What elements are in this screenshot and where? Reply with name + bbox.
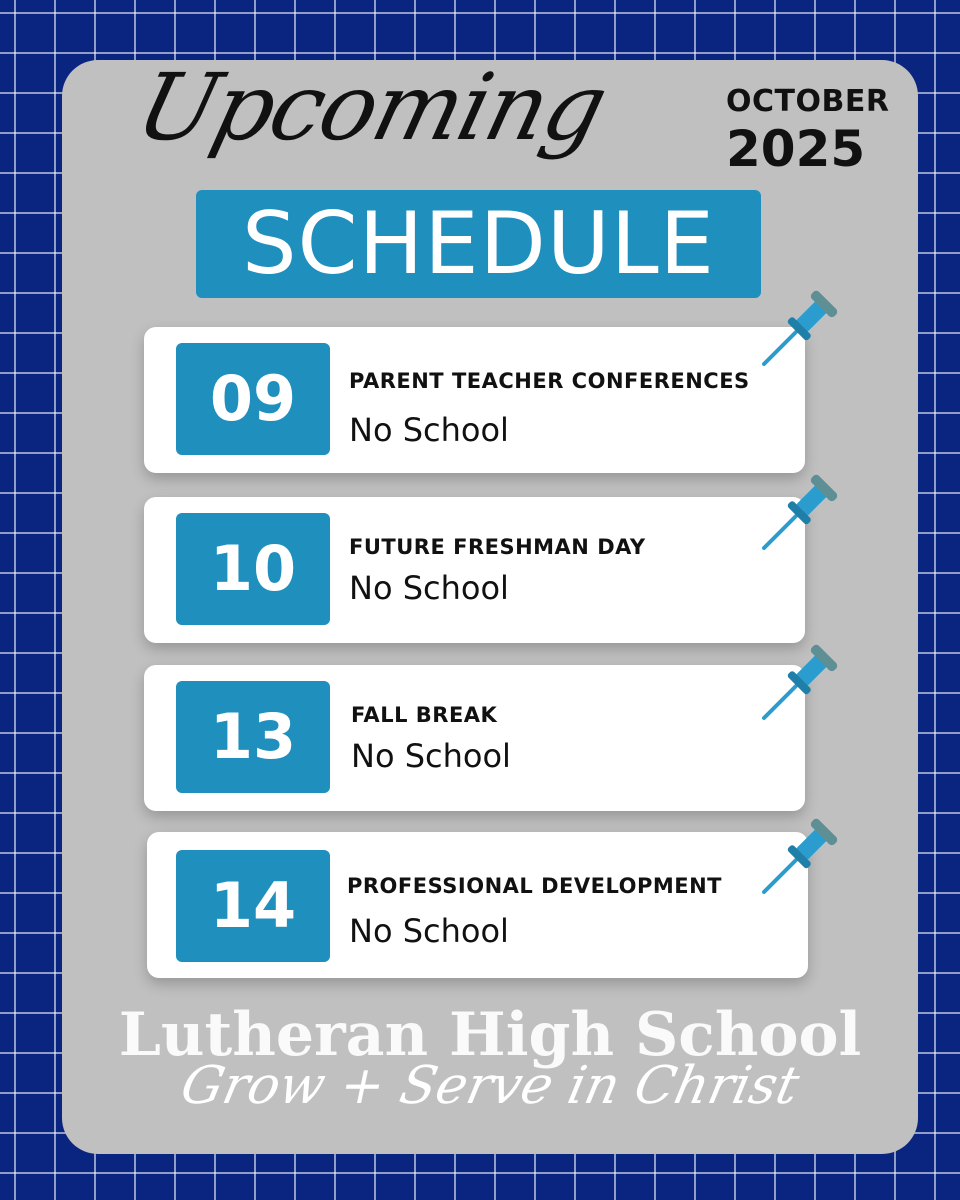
school-name: Lutheran High School <box>118 1000 862 1070</box>
event-title: PARENT TEACHER CONFERENCES <box>349 369 750 393</box>
event-title: PROFESSIONAL DEVELOPMENT <box>347 874 722 898</box>
month-label: OCTOBER <box>726 84 890 119</box>
event-date-box <box>176 681 330 793</box>
event-card <box>144 327 805 473</box>
event-title: FALL BREAK <box>351 703 498 727</box>
event-title: FUTURE FRESHMAN DAY <box>349 535 646 559</box>
push-pin-icon <box>760 816 840 896</box>
event-subtitle: No School <box>349 912 509 950</box>
event-date: 10 <box>209 532 297 605</box>
event-card <box>144 497 805 643</box>
event-date-box <box>176 343 330 455</box>
event-subtitle: No School <box>351 737 511 775</box>
school-tagline: Grow + Serve in Christ <box>175 1056 805 1116</box>
schedule-banner <box>196 190 761 298</box>
push-pin-icon <box>760 472 840 552</box>
push-pin-icon <box>760 642 840 722</box>
upcoming-script-title: Upcoming <box>126 54 616 161</box>
event-subtitle: No School <box>349 569 509 607</box>
event-date: 14 <box>209 869 297 942</box>
event-date: 09 <box>209 362 297 435</box>
schedule-title: SCHEDULE <box>241 194 716 294</box>
event-date: 13 <box>209 700 297 773</box>
event-card <box>144 665 805 811</box>
event-date-box <box>176 850 330 962</box>
event-card <box>147 832 808 978</box>
event-date-box <box>176 513 330 625</box>
year-label: 2025 <box>726 120 866 178</box>
event-subtitle: No School <box>349 411 509 449</box>
push-pin-icon <box>760 288 840 368</box>
